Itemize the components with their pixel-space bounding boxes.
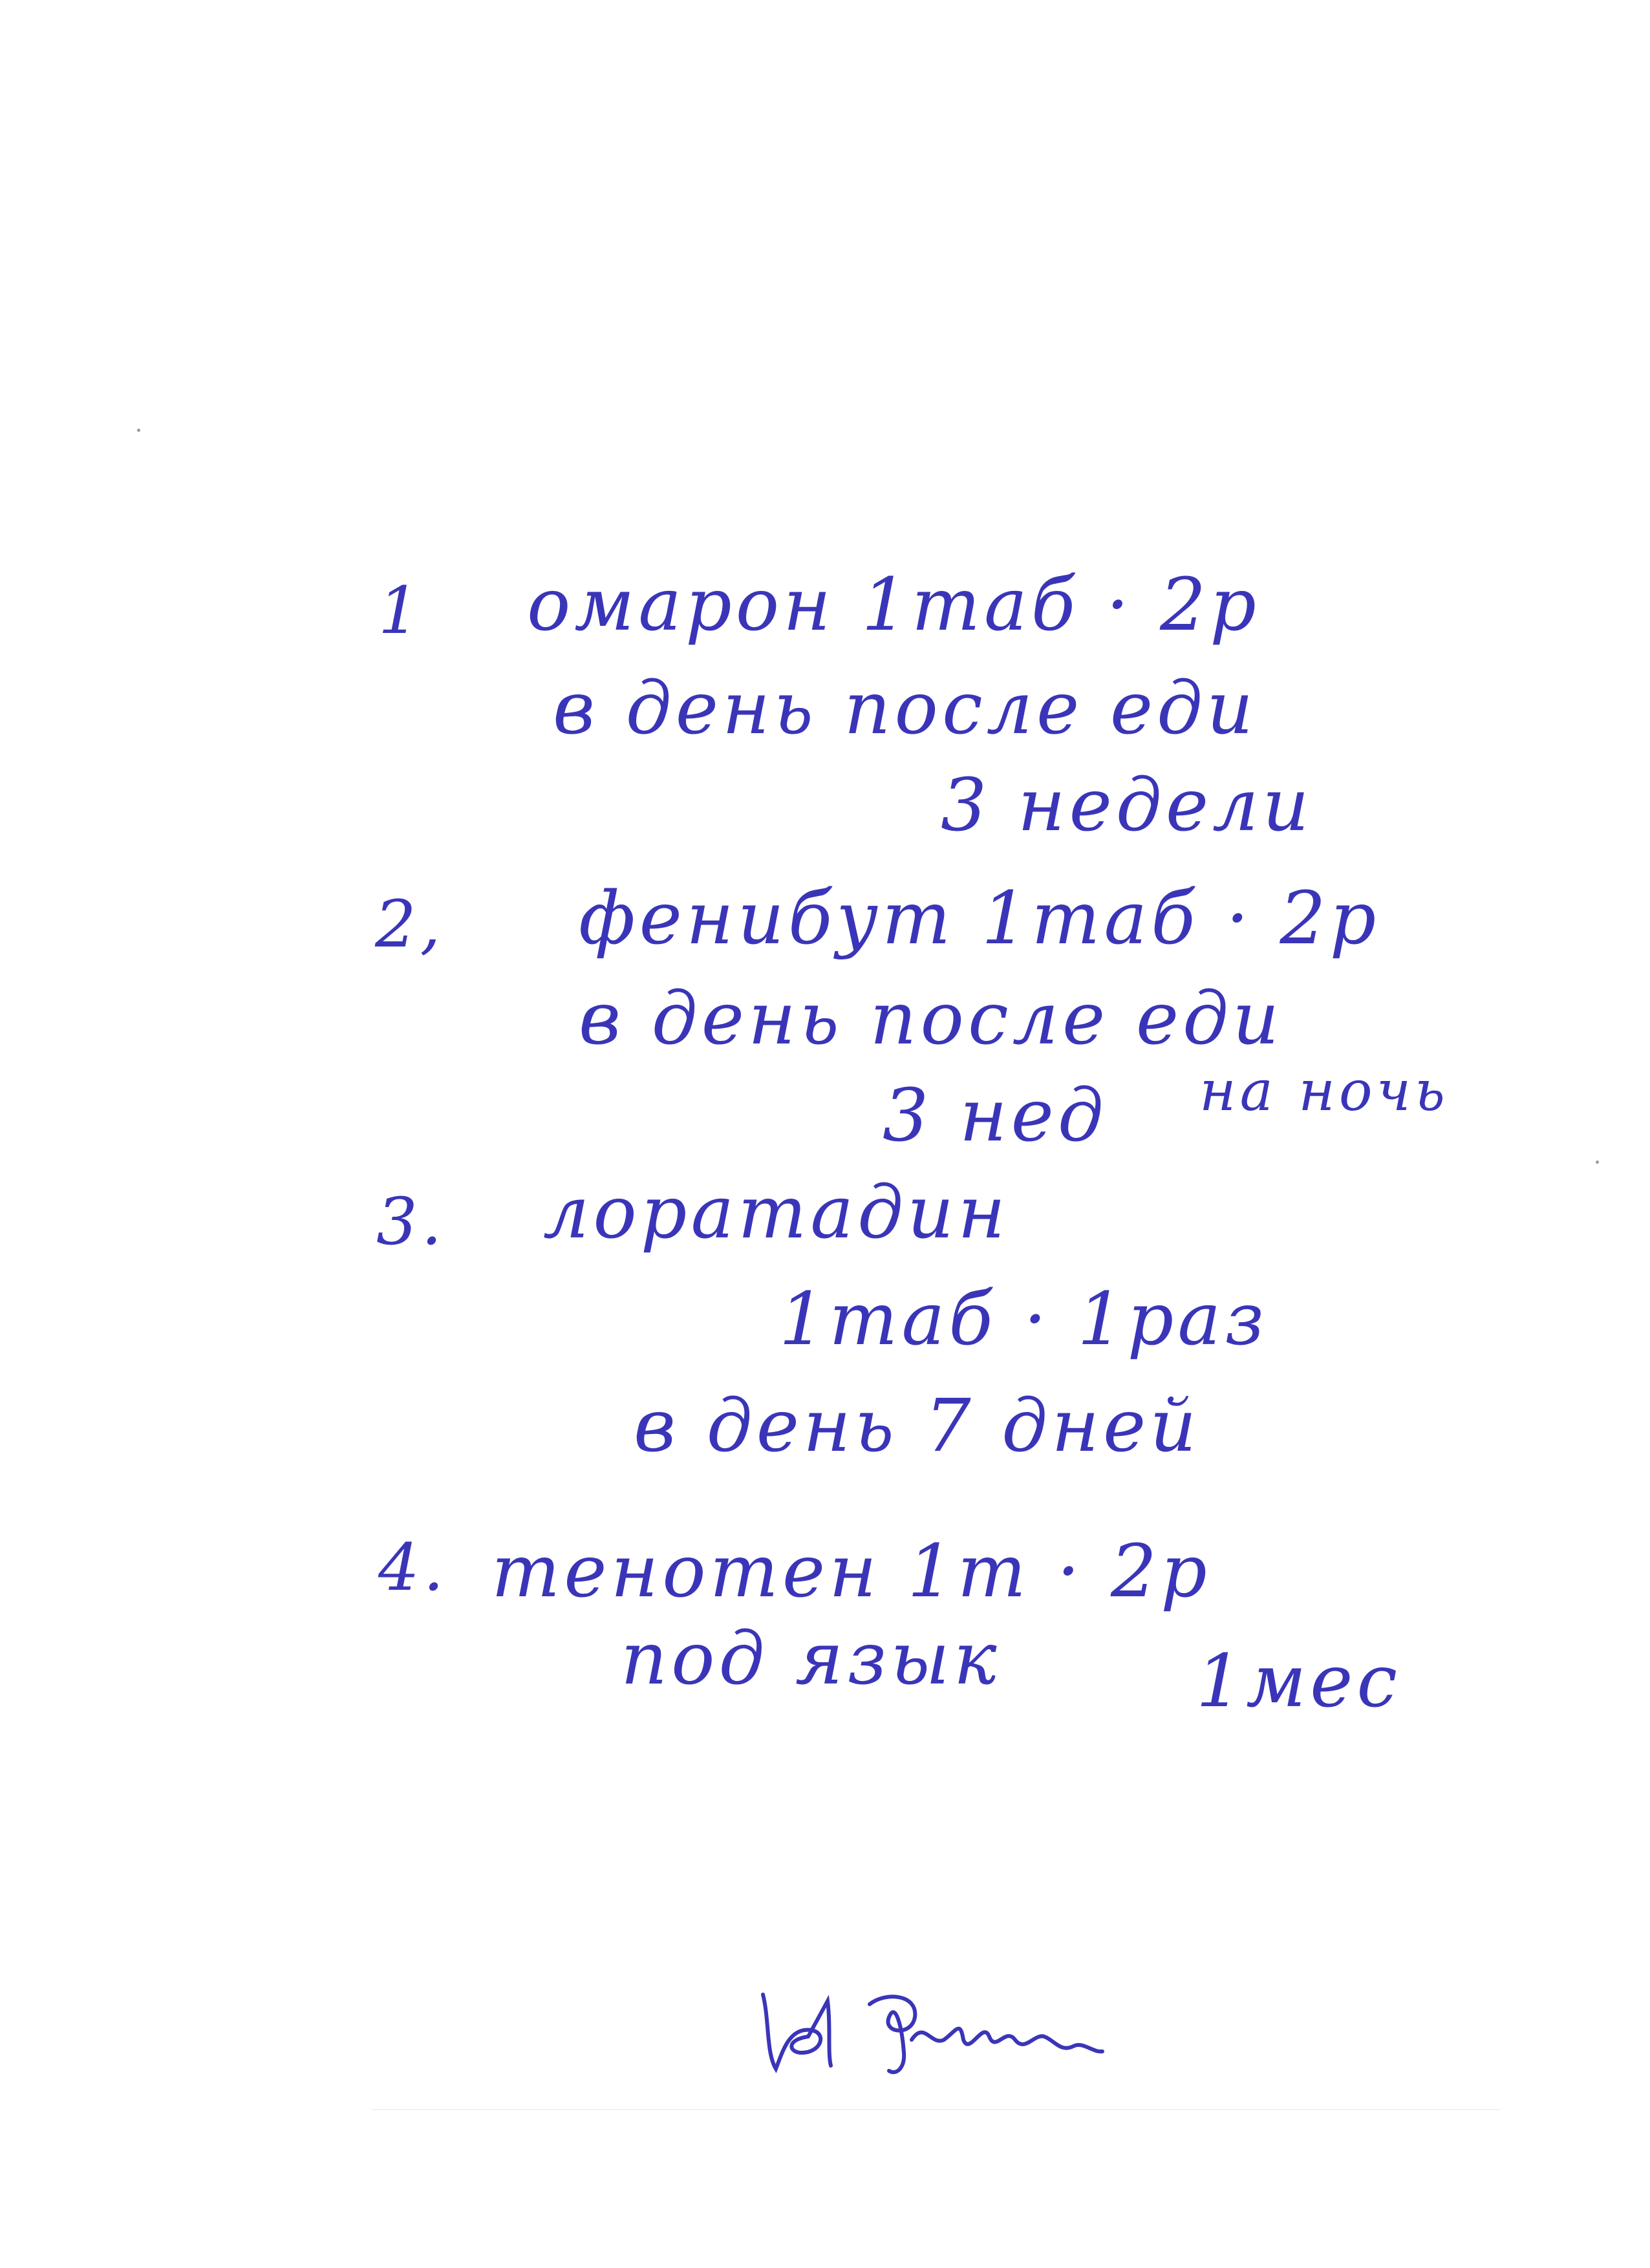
item-3-number: 3. [376, 1184, 446, 1259]
item-1-number: 1 [378, 573, 423, 648]
item-2-number: 2, [375, 886, 445, 962]
item-1-line-3: 3 недели [941, 764, 1313, 848]
item-3-drug: лоратадин [543, 1171, 1010, 1255]
doctor-signature [750, 1956, 1138, 2085]
item-4-line-2: под язык [621, 1617, 1001, 1701]
item-4-number: 4. [378, 1530, 448, 1605]
item-3-line-2: 1таб · 1раз [779, 1278, 1269, 1362]
page-edge-line [372, 2109, 1500, 2110]
item-3-line-3: в день 7 дней [634, 1384, 1201, 1468]
item-2-line-3: 3 нед [883, 1074, 1108, 1158]
item-4-line-3: 1мес [1196, 1640, 1402, 1724]
scan-speck [1596, 1161, 1599, 1164]
item-2-note: на ночь [1199, 1059, 1449, 1124]
item-2-drug: фенибут 1таб · 2р [579, 877, 1380, 961]
item-1-line-2: в день после еди [553, 667, 1258, 751]
scan-speck [137, 429, 140, 432]
item-2-line-2: в день после еди [579, 977, 1283, 1061]
item-4-drug: тенотен 1т · 2р [491, 1530, 1211, 1614]
item-1-drug: омарон 1таб · 2р [527, 563, 1260, 647]
